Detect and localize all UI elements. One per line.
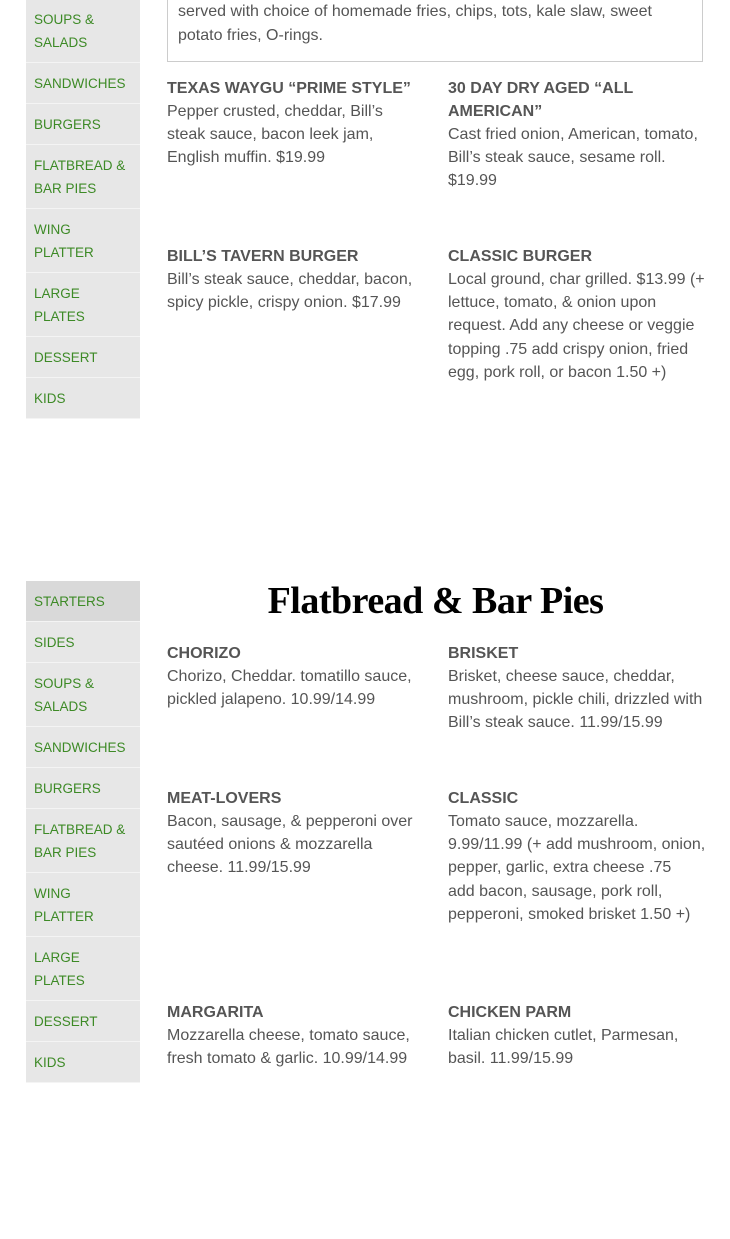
- menu-item-tavern-burger: [167, 245, 425, 314]
- menu-item-chorizo: [167, 642, 425, 711]
- menu-item-name: BRISKET: [448, 645, 519, 662]
- menu-item-name: MEAT-LOVERS: [167, 790, 282, 807]
- sidebar-item-soups-salads[interactable]: SOUPS & SALADS: [26, 663, 140, 727]
- sidebar-item-sandwiches[interactable]: SANDWICHES: [26, 63, 140, 104]
- menu-item-description: Tomato sauce, mozzarella. 9.99/11.99 (+ add mushroom, onion, pepper, garlic, extra cheese .75 add bacon, sausage, pork roll, pepperoni, smoked brisket 1.50 +): [448, 813, 706, 923]
- sidebar-item-sandwiches[interactable]: SANDWICHES: [26, 727, 140, 768]
- sidebar-item-kids[interactable]: KIDS: [26, 1042, 140, 1083]
- sidebar-item-large-plates[interactable]: LARGE PLATES: [26, 273, 140, 337]
- burgers-sides-note: served with choice of homemade fries, chips, tots, kale slaw, sweet potato fries, O-rings.: [167, 0, 703, 62]
- menu-item-name: MARGARITA: [167, 1004, 264, 1021]
- menu-item-description: Cast fried onion, American, tomato, Bill’s steak sauce, sesame roll. $19.99: [448, 126, 698, 190]
- sidebar-item-dessert[interactable]: DESSERT: [26, 337, 140, 378]
- menu-item-description: Chorizo, Cheddar. tomatillo sauce, pickled jalapeno. 10.99/14.99: [167, 668, 412, 709]
- sidebar-item-flatbread[interactable]: FLATBREAD & BAR PIES: [26, 809, 140, 873]
- sidebar-item-burgers[interactable]: BURGERS: [26, 768, 140, 809]
- menu-item-name: CLASSIC: [448, 790, 519, 807]
- menu-item-name: BILL’S TAVERN BURGER: [167, 248, 359, 265]
- sidebar-item-wing-platter[interactable]: WING PLATTER: [26, 873, 140, 937]
- menu-item-texas-waygu: [167, 77, 425, 170]
- menu-item-name: CHICKEN PARM: [448, 1004, 572, 1021]
- menu-item-chicken-parm: [448, 1001, 706, 1070]
- sidebar-item-flatbread[interactable]: FLATBREAD & BAR PIES: [26, 145, 140, 209]
- menu-item-description: Mozzarella cheese, tomato sauce, fresh tomato & garlic. 10.99/14.99: [167, 1027, 410, 1068]
- sidebar-item-sides[interactable]: SIDES: [26, 622, 140, 663]
- menu-item-name: 30 DAY DRY AGED “ALL AMERICAN”: [448, 80, 633, 120]
- sidebar-item-large-plates[interactable]: LARGE PLATES: [26, 937, 140, 1001]
- menu-item-meat-lovers: [167, 787, 425, 880]
- menu-item-description: Italian chicken cutlet, Parmesan, basil. 11.99/15.99: [448, 1027, 679, 1068]
- menu-sidebar-top: [26, 0, 140, 419]
- menu-item-margarita: [167, 1001, 425, 1070]
- menu-item-description: Pepper crusted, cheddar, Bill’s steak sauce, bacon leek jam, English muffin. $19.99: [167, 103, 383, 167]
- menu-item-dry-aged: [448, 77, 706, 193]
- menu-item-classic: [448, 787, 706, 926]
- sidebar-item-wing-platter[interactable]: WING PLATTER: [26, 209, 140, 273]
- menu-item-name: TEXAS WAYGU “PRIME STYLE”: [167, 80, 411, 97]
- sidebar-item-starters[interactable]: STARTERS: [26, 581, 140, 622]
- menu-sidebar-bottom: [26, 581, 140, 1083]
- sidebar-item-burgers[interactable]: BURGERS: [26, 104, 140, 145]
- menu-item-classic-burger: [448, 245, 706, 384]
- menu-item-description: Brisket, cheese sauce, cheddar, mushroom, pickle chili, drizzled with Bill’s steak sauce. 11.99/15.99: [448, 668, 703, 732]
- menu-item-name: CHORIZO: [167, 645, 241, 662]
- sidebar-item-dessert[interactable]: DESSERT: [26, 1001, 140, 1042]
- menu-item-description: Local ground, char grilled. $13.99 (+ lettuce, tomato, & onion upon request. Add any cheese or veggie topping .75 add crispy onion, fried egg, pork roll, or bacon 1.50 +): [448, 271, 705, 381]
- menu-item-description: Bill’s steak sauce, cheddar, bacon, spicy pickle, crispy onion. $17.99: [167, 271, 413, 312]
- menu-item-name: CLASSIC BURGER: [448, 248, 593, 265]
- menu-item-brisket: [448, 642, 706, 735]
- sidebar-item-kids[interactable]: KIDS: [26, 378, 140, 419]
- section-title: Flatbread & Bar Pies: [267, 580, 604, 622]
- menu-item-description: Bacon, sausage, & pepperoni over sautéed onions & mozzarella cheese. 11.99/15.99: [167, 813, 413, 877]
- sidebar-item-soups-salads[interactable]: SOUPS & SALADS: [26, 0, 140, 63]
